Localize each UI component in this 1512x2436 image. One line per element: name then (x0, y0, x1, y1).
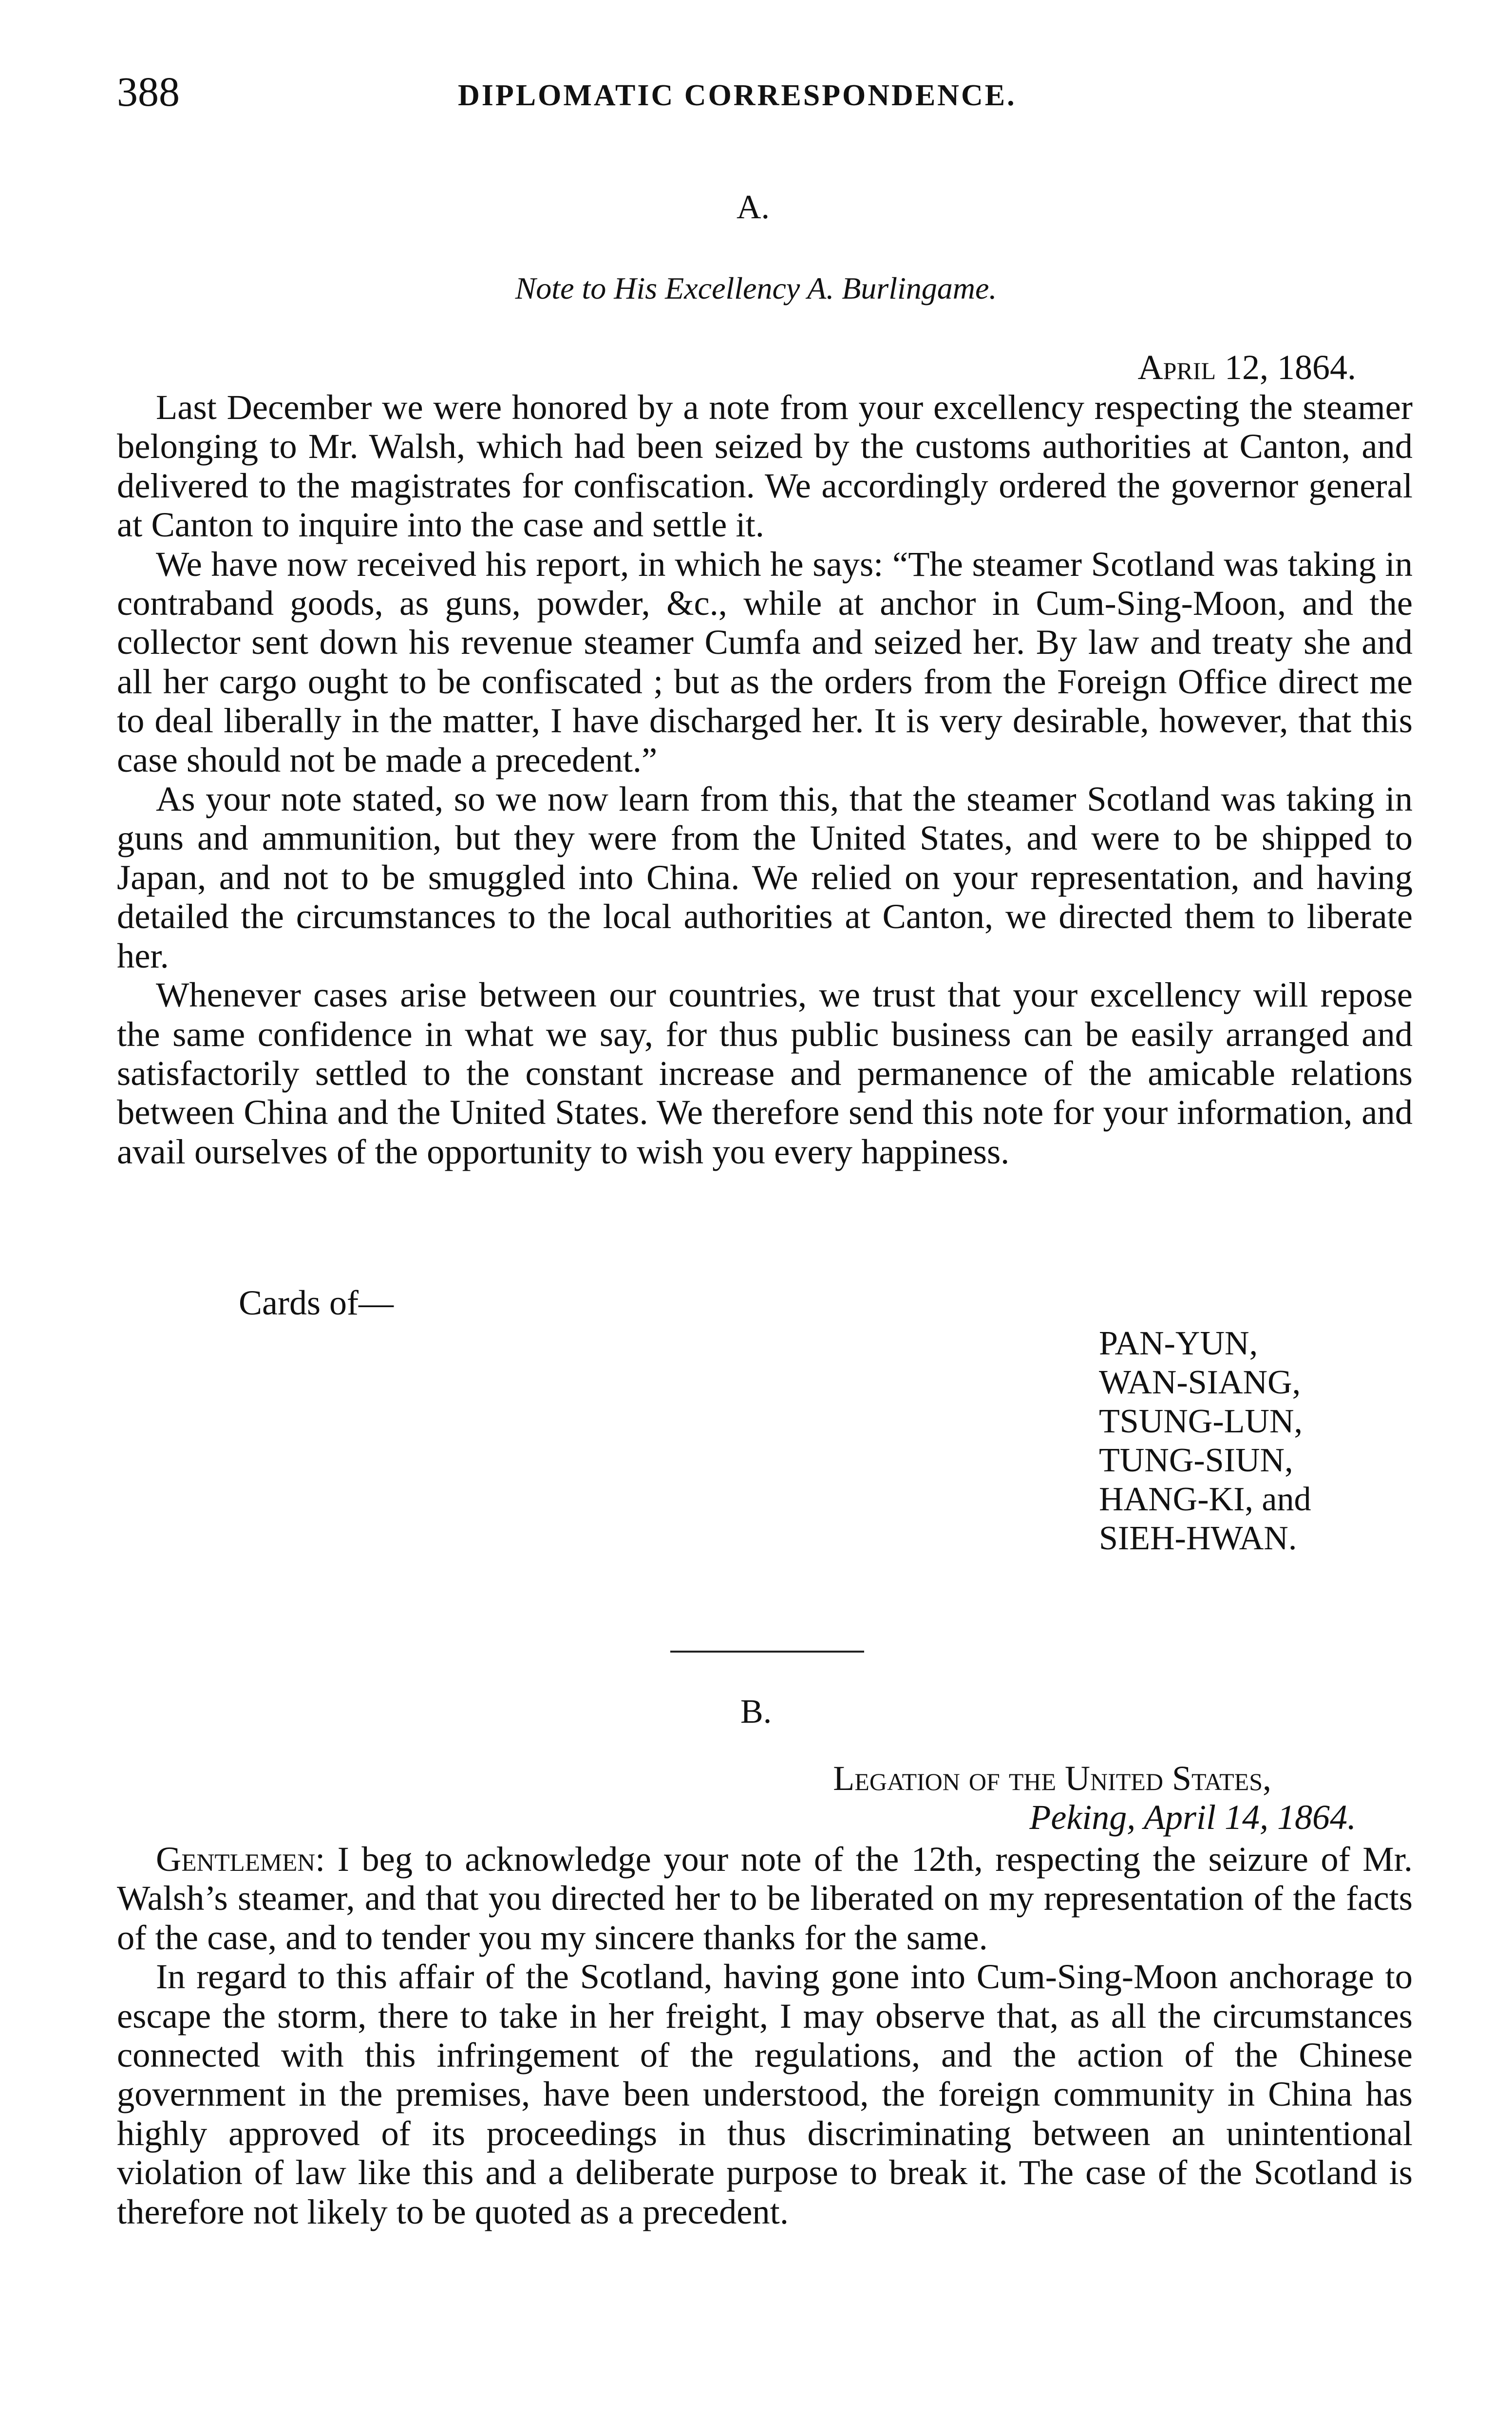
section-b-letter: B. (740, 1693, 772, 1731)
legation-heading: Legation of the United States, (833, 1759, 1271, 1798)
salutation: Gentlemen: (156, 1839, 325, 1879)
section-a-letter: A. (737, 189, 770, 226)
page-header (117, 67, 1413, 116)
section-a-date: April 12, 1864. (1137, 348, 1356, 387)
section-b-first-paragraph (117, 1840, 1413, 1957)
signatories-list (1099, 1324, 1311, 1558)
page-number: 388 (117, 68, 180, 115)
section-a-body (117, 388, 1413, 1171)
cards-of-label: Cards of— (239, 1283, 394, 1322)
section-b-paragraph: In regard to this affair of the Scotland, having gone into Cum-Sing-Moon anchorage to escape the storm, there to take in her freight, I may observe that, as all the circumstances connected with this infringement of the regulations, and the action of the Chinese government in the premises, have been understood, the foreign community in China has highly approved of its proceedings in thus discriminating between an unintentional violation of law like this and a deliberate purpose to break it. The case of the Scotland is therefore not likely to be quoted as a precedent. (117, 1957, 1413, 2231)
signatory: WAN-SIANG, (1099, 1364, 1301, 1401)
section-divider (670, 1651, 864, 1653)
signatory: HANG-KI, and (1099, 1481, 1311, 1518)
place-date: Peking, April 14, 1864. (1029, 1798, 1356, 1837)
section-a-paragraph: Whenever cases arise between our countries, we trust that your excellency will repose the same confidence in what we say, for thus public business can be easily arranged and satisfactorily settled to the constant increase and permanence of the amicable relations between China and the United States. We therefore send this note for your information, and avail ourselves of the opportunity to wish you every happiness. (117, 975, 1413, 1171)
signatory: TUNG-SIUN, (1099, 1442, 1293, 1479)
first-paragraph-text: I beg to acknowledge your note of the 12th, respecting the seizure of Mr. Walsh’s steamer, and that you directed her to be liberated on my representation of the facts of the case, and to tender you my sincere thanks for the same. (117, 1839, 1413, 1957)
signatory: TSUNG-LUN, (1099, 1403, 1303, 1440)
section-a-title: Note to His Excellency A. Burlingame. (515, 271, 997, 305)
running-head: DIPLOMATIC CORRESPONDENCE. (458, 79, 1017, 112)
section-a-paragraph: Last December we were honored by a note from your excellency respecting the steamer belonging to Mr. Walsh, which had been seized by the customs authorities at Canton, and delivered to the magistrates for confiscation. We accordingly ordered the governor general at Canton to inquire into the case and settle it. (117, 387, 1413, 545)
section-a-paragraph: As your note stated, so we now learn from this, that the steamer Scotland was taking in guns and ammunition, but they were from the United States, and were to be shipped to Japan, and not to be smuggled into China. We relied on your representation, and having detailed the circumstances to the local authorities at Canton, we directed them to liberate her. (117, 779, 1413, 975)
section-a-paragraph: We have now received his report, in which he says: “The steamer Scotland was taking in contraband goods, as guns, powder, &c., while at anchor in Cum-Sing-Moon, and the collector sent down his revenue steamer Cumfa and seized her. By law and treaty she and all her cargo ought to be confiscated ; but as the orders from the Foreign Office direct me to deal liberally in the matter, I have discharged her. It is very desirable, however, that this case should not be made a precedent.” (117, 544, 1413, 780)
section-b-body (117, 1840, 1413, 2231)
section-b-date (1029, 1798, 1356, 1837)
signatory: SIEH-HWAN. (1099, 1520, 1297, 1557)
signatory: PAN-YUN, (1099, 1325, 1258, 1362)
